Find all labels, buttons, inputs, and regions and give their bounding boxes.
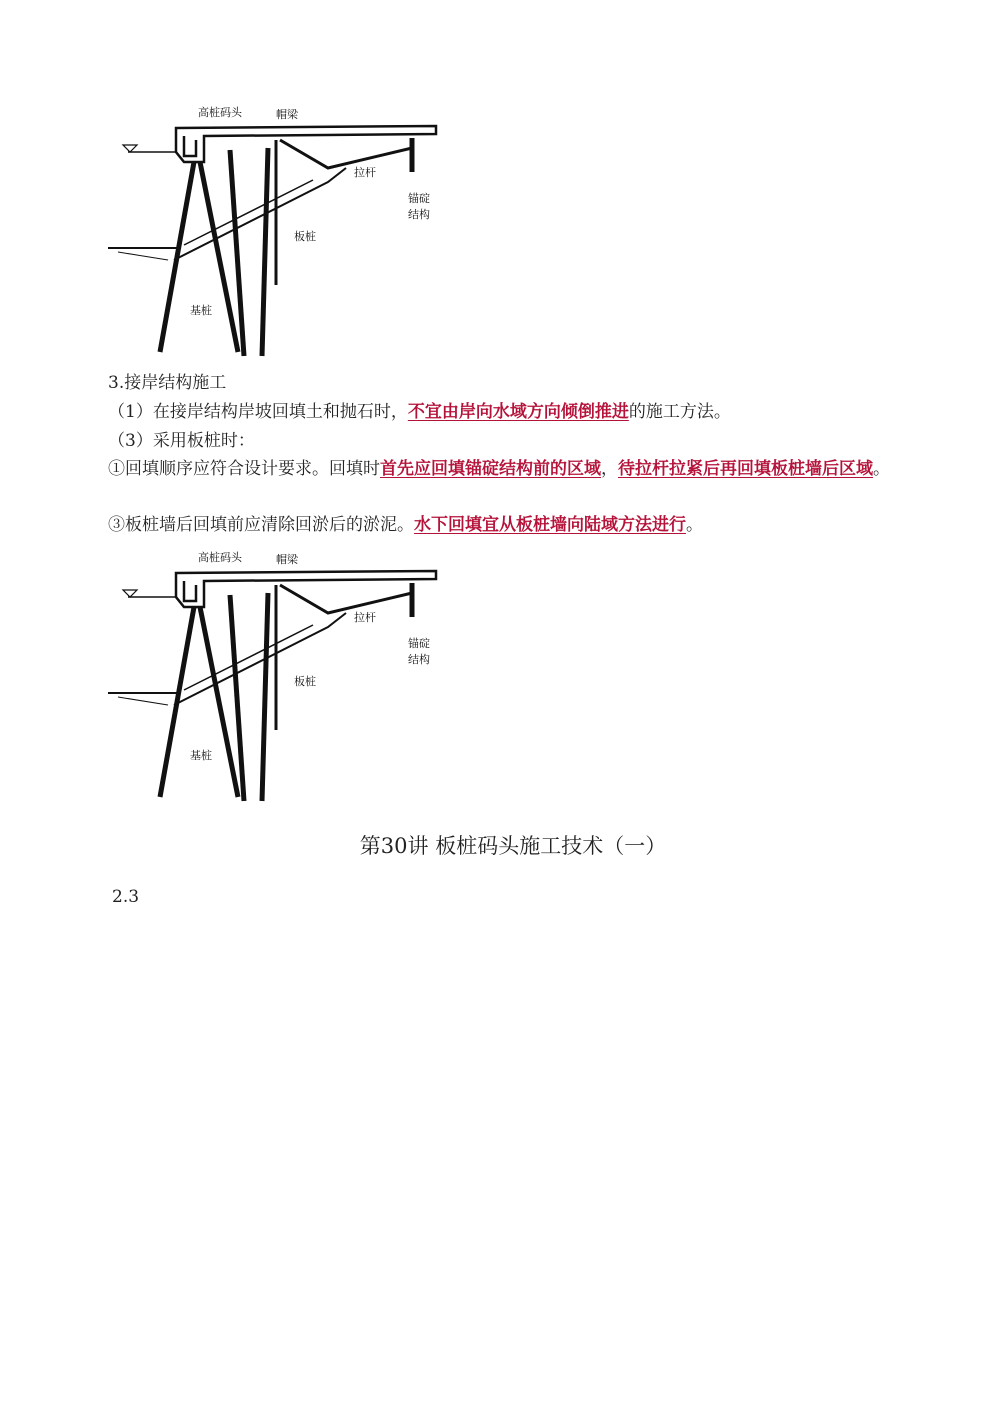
label-sheet-pile-2: 板桩 <box>294 675 316 688</box>
point1-highlight2: 待拉杆拉紧后再回填板桩墙后区域 <box>618 459 873 479</box>
label-high-pile-wharf: 高桩码头 <box>198 106 242 119</box>
paragraph-point1 <box>74 456 924 483</box>
label-high-pile-wharf-2: 高桩码头 <box>198 551 242 564</box>
label-foundation-pile-2: 基桩 <box>190 749 212 762</box>
paragraph-point3 <box>74 512 924 539</box>
item1-suffix: 的施工方法。 <box>628 402 731 422</box>
label-anchor-line1-2: 锚碇 <box>408 637 430 650</box>
section-number-paragraph <box>74 884 924 911</box>
label-anchor-line1: 锚碇 <box>408 192 430 205</box>
label-tie-rod: 拉杆 <box>354 166 376 179</box>
wharf-diagram-top <box>108 100 440 362</box>
label-tie-rod-2: 拉杆 <box>354 611 376 624</box>
section-title <box>74 370 924 397</box>
label-foundation-pile: 基桩 <box>190 304 212 317</box>
wharf-diagram-svg <box>108 100 440 362</box>
label-cap-beam-2: 帽梁 <box>276 553 298 566</box>
point1-suffix: 。 <box>873 459 890 479</box>
label-anchor-line2: 结构 <box>408 208 430 221</box>
point1-highlight1: 首先应回填锚碇结构前的区域 <box>380 459 601 479</box>
point1-comma: ， <box>601 459 618 479</box>
item1-prefix: （1）在接岸结构岸坡回填土和抛石时， <box>108 402 408 422</box>
wharf-diagram-bottom <box>108 545 440 807</box>
point3-prefix: ③板桩墙后回填前应清除回淤后的淤泥。 <box>108 515 414 535</box>
paragraph-item1 <box>74 399 924 426</box>
section-number: 2.3 <box>112 887 140 907</box>
point3-suffix: 。 <box>686 515 703 535</box>
section-title-text: 3.接岸结构施工 <box>108 373 227 393</box>
wharf-diagram-svg-2 <box>108 545 440 807</box>
item3-title: （3）采用板桩时： <box>108 431 255 451</box>
point1-prefix: ①回填顺序应符合设计要求。回填时 <box>108 459 380 479</box>
paragraph-item3-title <box>74 428 924 455</box>
lecture-heading: 第30讲 板桩码头施工技术（一） <box>359 834 667 858</box>
label-cap-beam: 帽梁 <box>276 108 298 121</box>
label-anchor-line2-2: 结构 <box>408 653 430 666</box>
point3-highlight: 水下回填宜从板桩墙向陆域方法进行 <box>414 515 686 535</box>
item1-highlight: 不宜由岸向水域方向倾倒推进 <box>407 402 629 422</box>
label-sheet-pile: 板桩 <box>294 230 316 243</box>
